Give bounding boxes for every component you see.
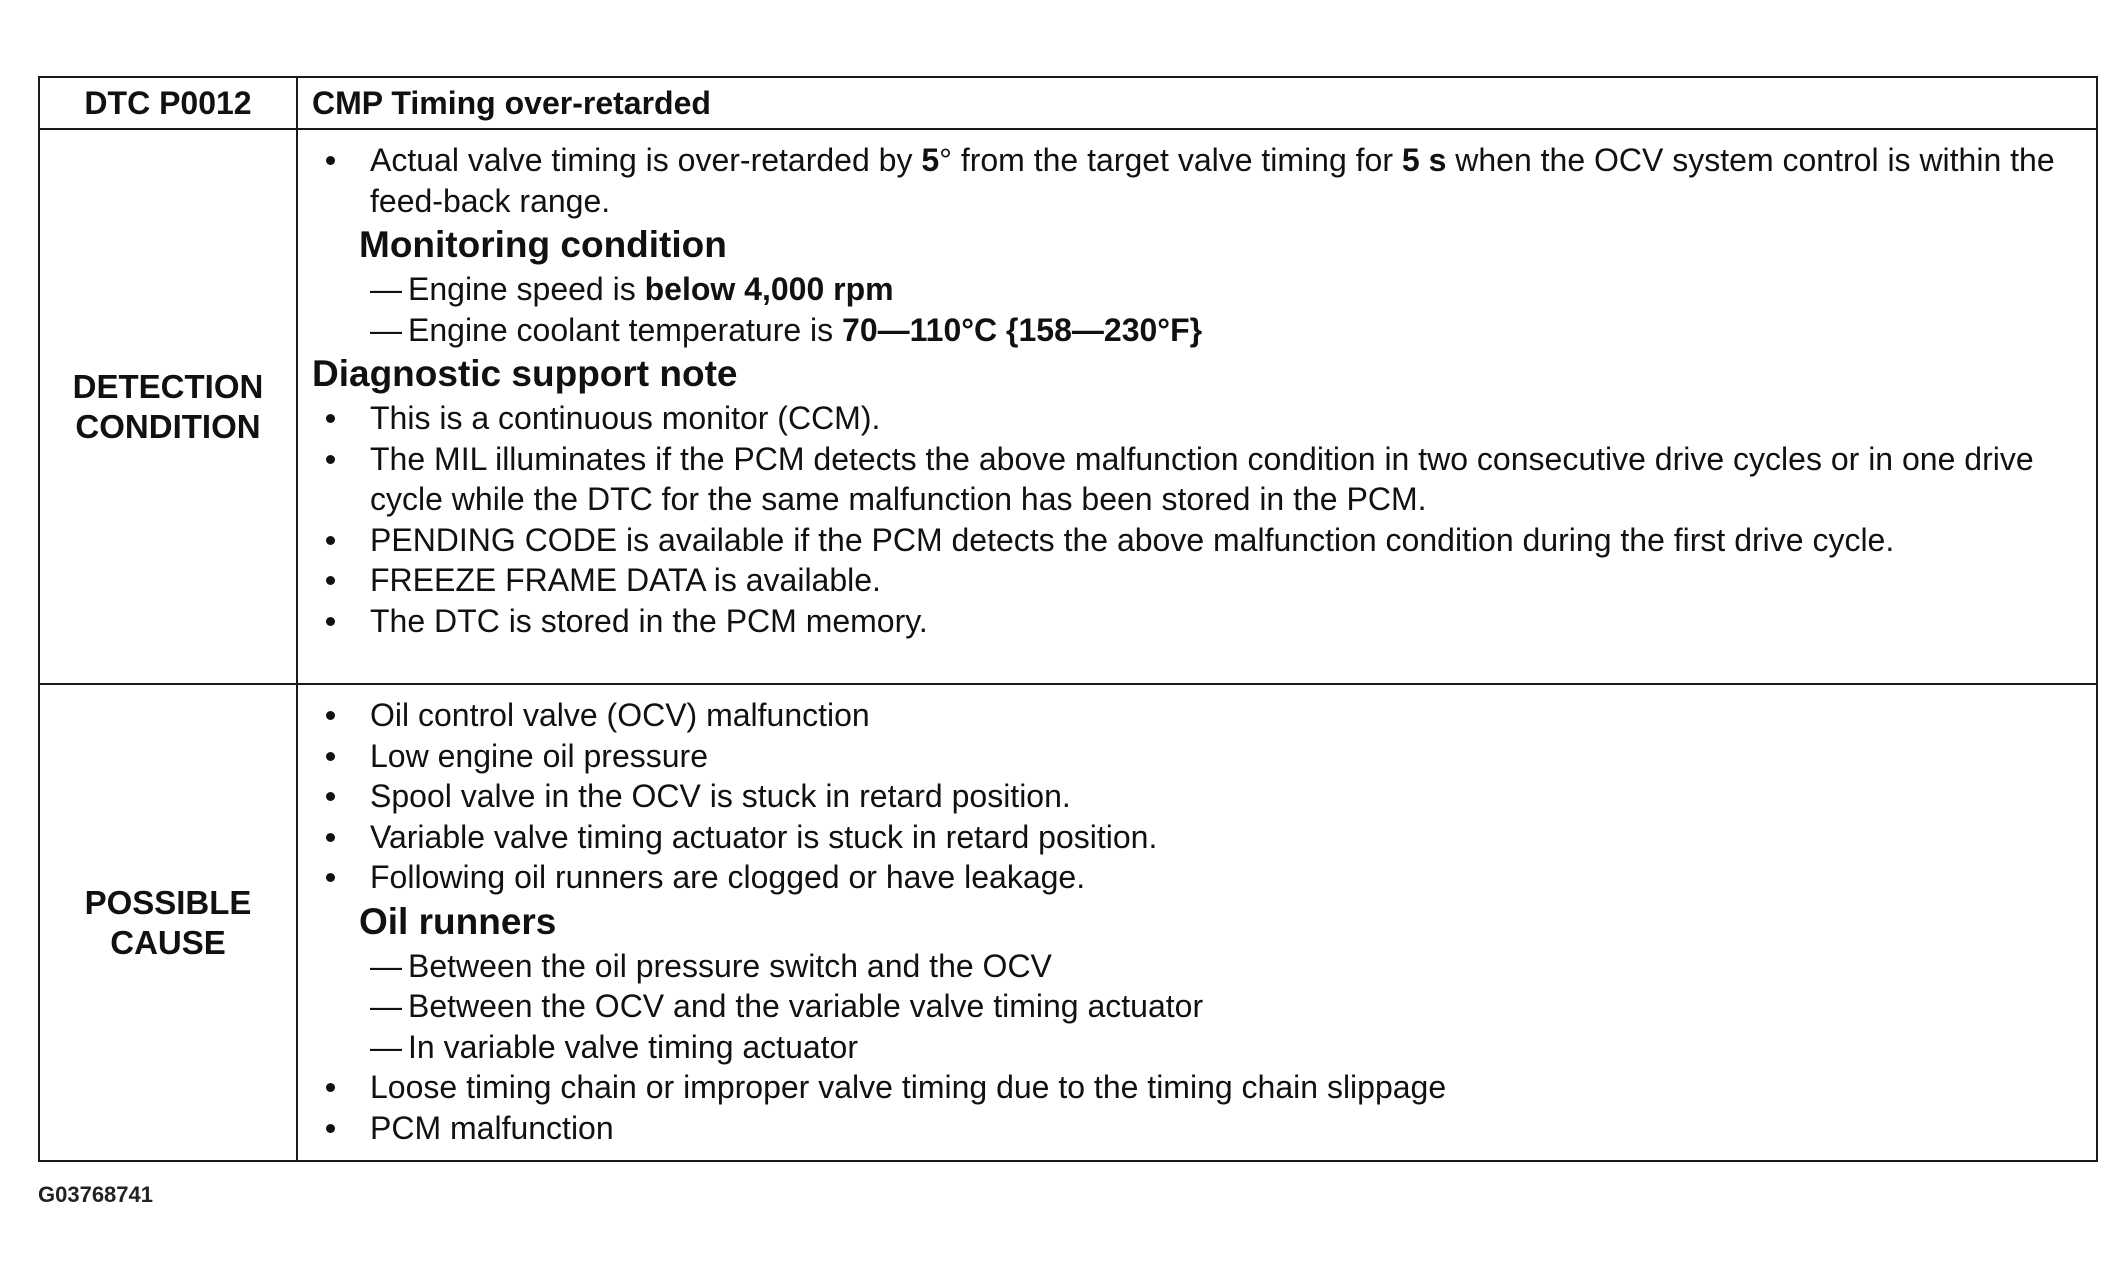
runner-item: — In variable valve timing actuator [370, 1028, 858, 1065]
detection-intro [312, 140, 2080, 221]
intro-text-1: Actual valve timing is over-retarded by [370, 142, 922, 178]
support-note: FREEZE FRAME DATA is available. [312, 560, 2080, 601]
cause-label-line1: POSSIBLE [84, 883, 252, 921]
cause-item: Following oil runners are clogged or have leakage. [312, 857, 2080, 898]
support-note: The DTC is stored in the PCM memory. [312, 601, 2080, 642]
intro-degrees: 5 [921, 142, 940, 178]
intro-text-2: ° from the target valve timing for [939, 142, 1402, 178]
monitoring-item: — Engine coolant temperature is 70—110°C {158—230°F} [370, 311, 1203, 348]
dtc-code: DTC P0012 [39, 77, 297, 129]
runner-item: — Between the OCV and the variable valve timing actuator [370, 988, 1204, 1024]
dtc-table [38, 76, 2098, 1162]
monitoring-item: — Engine speed is below 4,000 rpm [370, 271, 894, 307]
cause-item: Loose timing chain or improper valve timing due to the timing chain slippage [312, 1067, 2080, 1108]
detection-label-line1: DETECTION [72, 367, 264, 405]
detection-row [39, 129, 2097, 684]
support-note: The MIL illuminates if the PCM detects the above malfunction condition in two consecutive drive cycles or in one drive cycle while the DTC for the same malfunction has been stored in the PCM. [312, 439, 2080, 520]
monitoring-heading: Monitoring condition [359, 224, 727, 265]
cause-item: Oil control valve (OCV) malfunction [312, 695, 2080, 736]
support-note: PENDING CODE is available if the PCM detects the above malfunction condition during the first drive cycle. [312, 520, 2080, 561]
detection-label-line2: CONDITION [75, 407, 261, 445]
support-note: This is a continuous monitor (CCM). [312, 398, 2080, 439]
intro-text-3: when the OCV system control is within the feed-back range. [370, 142, 2055, 219]
support-heading: Diagnostic support note [312, 353, 738, 394]
header-row [39, 77, 2097, 129]
cause-item: Spool valve in the OCV is stuck in retard position. [312, 776, 2080, 817]
runner-item: — Between the oil pressure switch and the OCV [370, 947, 1052, 984]
figure-id: G03768741 [38, 1182, 153, 1207]
cause-item: Variable valve timing actuator is stuck in retard position. [312, 817, 2080, 858]
cause-item: PCM malfunction [312, 1108, 2080, 1149]
intro-seconds: 5 s [1401, 142, 1447, 178]
dtc-title: CMP Timing over-retarded [297, 77, 2097, 129]
cause-label-line2: CAUSE [110, 923, 226, 961]
detection-label [39, 129, 297, 684]
cause-body [297, 684, 2097, 1161]
cause-row [39, 684, 2097, 1161]
runners-heading: Oil runners [359, 900, 557, 942]
cause-label [39, 684, 297, 1161]
cause-item: Low engine oil pressure [312, 736, 2080, 777]
detection-body [297, 129, 2097, 684]
